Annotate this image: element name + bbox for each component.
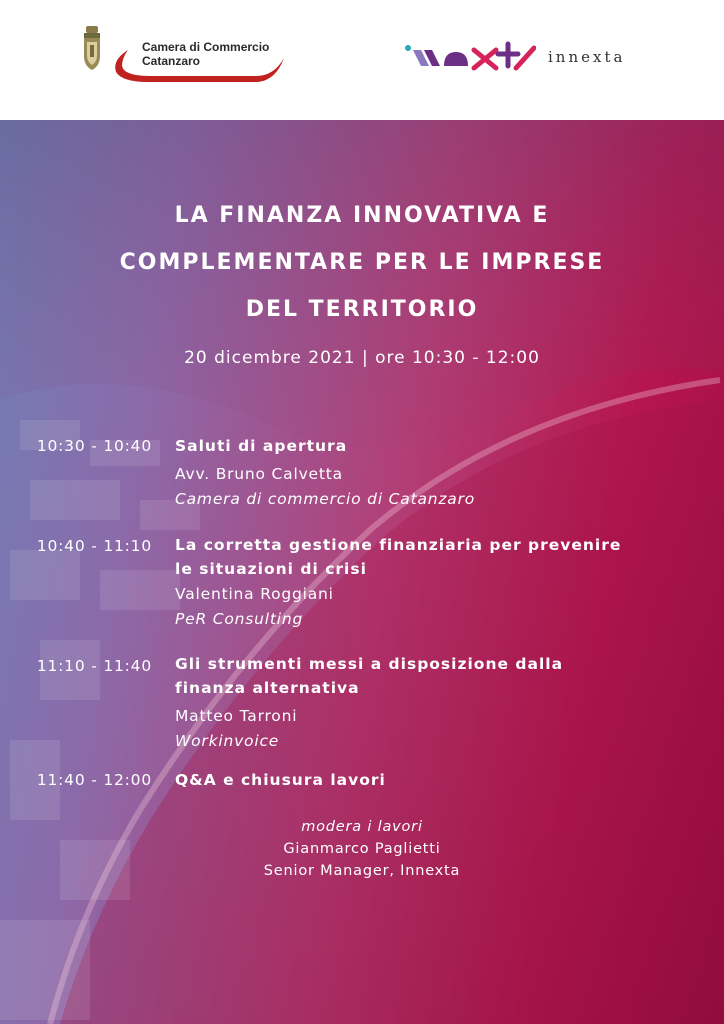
agenda-title: le situazioni di crisi (175, 560, 367, 578)
header (0, 0, 724, 120)
agenda-time: 10:40 - 11:10 (36, 537, 152, 555)
agenda-organization: PeR Consulting (175, 610, 304, 628)
innexta-wordmark: innexta (548, 48, 626, 66)
moderator-label: modera i lavori (301, 819, 423, 835)
agenda-time: 11:40 - 12:00 (36, 771, 152, 789)
event-title-line: COMPLEMENTARE PER LE IMPRESE (119, 250, 605, 275)
agenda-speaker: Matteo Tarroni (175, 707, 298, 725)
coat-of-arms-icon (83, 26, 101, 70)
moderator-name: Gianmarco Paglietti (283, 841, 441, 857)
agenda-title: Gli strumenti messi a disposizione dalla (175, 655, 564, 673)
agenda-organization: Workinvoice (175, 732, 280, 750)
event-title-line: LA FINANZA INNOVATIVA E (174, 203, 550, 228)
agenda-time: 11:10 - 11:40 (36, 657, 152, 675)
event-title-line: DEL TERRITORIO (245, 297, 479, 322)
poster-body (0, 120, 724, 1024)
cdc-name-line2: Catanzaro (142, 54, 201, 68)
agenda-time: 10:30 - 10:40 (36, 437, 152, 455)
poster-content (0, 120, 724, 1024)
agenda-title: Saluti di apertura (175, 437, 348, 455)
agenda-organization: Camera di commercio di Catanzaro (175, 490, 476, 508)
agenda-speaker: Avv. Bruno Calvetta (175, 465, 343, 483)
agenda-title: La corretta gestione finanziaria per prevenire (175, 536, 622, 554)
agenda-title: Q&A e chiusura lavori (175, 771, 386, 789)
event-date: 20 dicembre 2021 | ore 10:30 - 12:00 (184, 348, 540, 368)
innexta-mark-icon (404, 40, 536, 76)
cdc-name-line1: Camera di Commercio (142, 40, 270, 54)
camera-di-commercio-logo (108, 36, 288, 92)
moderator-role: Senior Manager, Innexta (263, 863, 461, 879)
event-title (62, 192, 662, 333)
agenda-title: finanza alternativa (175, 679, 360, 697)
agenda-speaker: Valentina Roggiani (175, 585, 334, 603)
